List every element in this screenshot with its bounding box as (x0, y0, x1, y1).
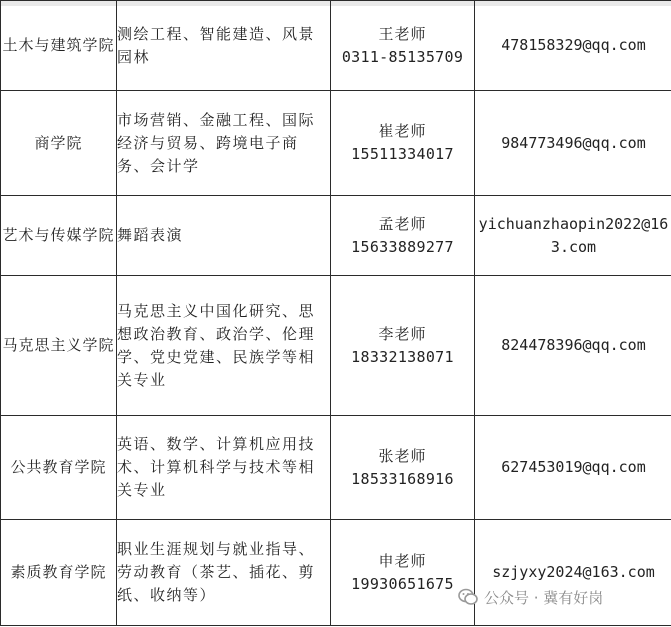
email-cell: szjyxy2024@163.com (475, 520, 671, 626)
watermark (458, 586, 603, 608)
majors-cell: 职业生涯规划与就业指导、劳动教育（茶艺、插花、剪纸、收纳等） (117, 520, 331, 626)
contact-cell (331, 276, 475, 416)
college-cell: 商学院 (1, 91, 117, 196)
college-cell: 土木与建筑学院 (1, 1, 117, 91)
majors-cell: 市场营销、金融工程、国际经济与贸易、跨境电子商务、会计学 (117, 91, 331, 196)
phone-number: 18533168916 (351, 469, 454, 488)
table-row (1, 416, 671, 520)
contact-cell (331, 196, 475, 276)
email-cell: 478158329@qq.com (475, 1, 671, 91)
email-cell: yichuanzhaopin2022@163.com (475, 196, 671, 276)
phone-number: 15633889277 (351, 237, 454, 256)
contact-cell (331, 1, 475, 91)
phone-number: 15511334017 (351, 145, 454, 163)
teacher-name: 王老师 (378, 24, 427, 43)
table-row (1, 276, 671, 416)
college-cell: 素质教育学院 (1, 520, 117, 626)
teacher-name: 孟老师 (378, 214, 427, 233)
college-cell: 公共教育学院 (1, 416, 117, 520)
email-cell: 824478396@qq.com (475, 276, 671, 416)
contact-cell (331, 416, 475, 520)
contact-cell (331, 91, 475, 196)
majors-cell: 舞蹈表演 (117, 196, 331, 276)
majors-cell: 测绘工程、智能建造、风景园林 (117, 1, 331, 91)
phone-number: 19930651675 (351, 574, 454, 593)
phone-number: 0311-85135709 (341, 47, 464, 66)
teacher-name: 李老师 (378, 324, 427, 343)
table-row (1, 520, 671, 626)
teacher-name: 崔老师 (378, 122, 427, 140)
table-row (1, 1, 671, 91)
college-cell: 艺术与传媒学院 (1, 196, 117, 276)
contact-cell (331, 520, 475, 626)
wechat-icon (458, 588, 478, 606)
phone-number: 18332138071 (351, 347, 454, 366)
email-cell: 627453019@qq.com (475, 416, 671, 520)
email-cell: 984773496@qq.com (475, 91, 671, 196)
table-row (1, 196, 671, 276)
table-row (1, 91, 671, 196)
college-cell: 马克思主义学院 (1, 276, 117, 416)
majors-cell: 马克思主义中国化研究、思想政治教育、政治学、伦理学、党史党建、民族学等相关专业 (117, 276, 331, 416)
majors-cell: 英语、数学、计算机应用技术、计算机科学与技术等相关专业 (117, 416, 331, 520)
teacher-name: 申老师 (378, 551, 427, 570)
watermark-text: 公众号 · 冀有好岗 (484, 588, 604, 607)
teacher-name: 张老师 (378, 446, 427, 465)
